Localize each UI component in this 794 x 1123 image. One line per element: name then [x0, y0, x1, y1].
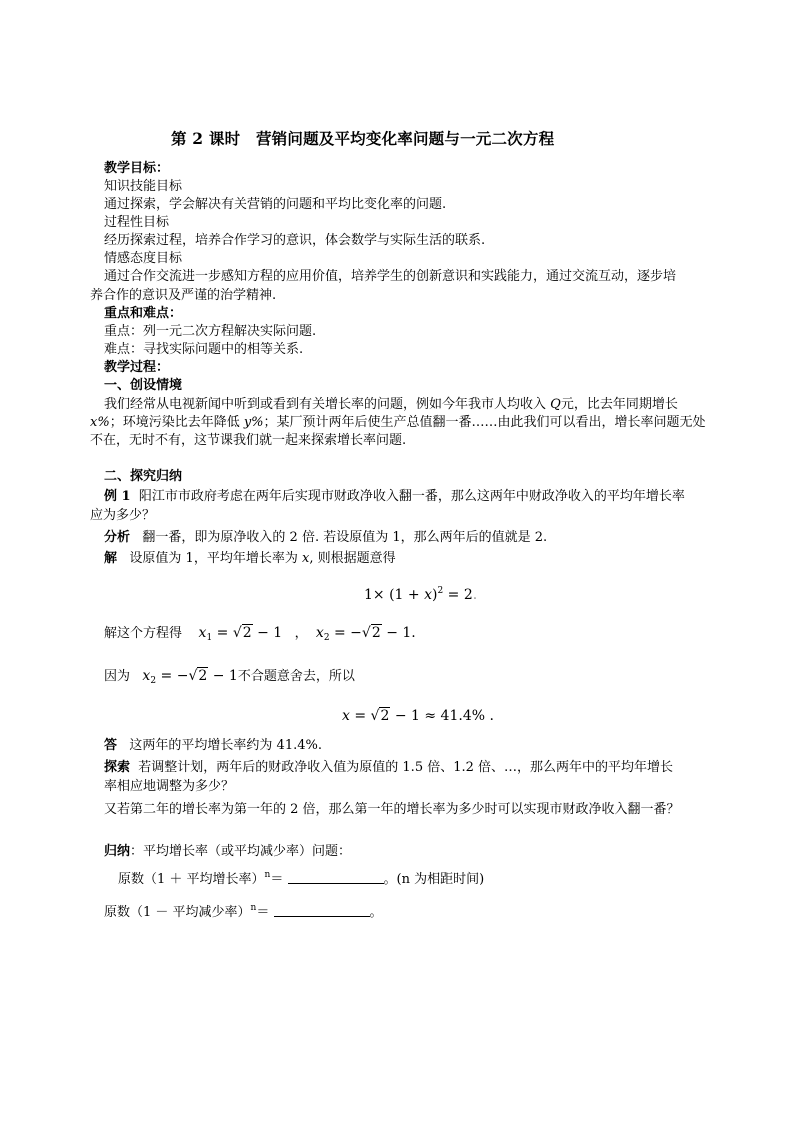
formula-1-base: 原数（1 ＋ 平均增长率） [118, 872, 265, 887]
because-eq: = − [156, 668, 189, 684]
final-tail: − 1 ≈ 41.4% . [390, 708, 494, 724]
key-point: 重点：列一元二次方程解决实际问题. [104, 324, 317, 339]
analysis-line [104, 529, 547, 547]
formula-2-base: 原数（1 － 平均减少率） [104, 905, 251, 920]
var-q: Q [550, 397, 561, 412]
x2-sub: 2 [323, 633, 330, 643]
x1-eq: = [212, 625, 233, 641]
var-y-percent: y% [243, 415, 264, 430]
difficult-point: 难点：寻找实际问题中的相等关系. [104, 342, 304, 357]
var-x-percent: x% [90, 415, 110, 430]
summary-text: 平均增长率（或平均减少率）问题： [143, 844, 352, 859]
var-x: x [301, 551, 310, 566]
formula-1-exponent: n [264, 870, 271, 880]
emotion-goal-text-2: 养合作的意识及严谨的治学精神. [90, 288, 277, 303]
emotion-goal-text-1: 通过合作交流进一步感知方程的应用价值，培养学生的创新意识和实践能力，通过交流互动，逐步培 [104, 269, 677, 284]
x1-radicand: 2 [242, 625, 252, 641]
final-var: x [342, 708, 350, 724]
formula-2-exponent: n [250, 903, 257, 913]
final-eq: = [349, 708, 371, 724]
emotion-goal-title: 情感态度目标 [104, 251, 183, 266]
situation-text-1b: 元，比去年同期增长 [560, 397, 678, 412]
example-text-1: 阳江市市政府考虑在两年后实现市财政净收入翻一番，那么这两年中财政净收入的平均年增长率 [138, 489, 685, 504]
page-title: 第 2 课时 营销问题及平均变化率问题与一元二次方程 [171, 129, 555, 148]
example-line-1 [104, 488, 685, 506]
root-separator: ， [294, 626, 308, 641]
equation-1 [364, 582, 477, 604]
eq1-exponent: 2 [437, 586, 444, 596]
example-line-2: 应为多少？ [90, 508, 156, 523]
final-radicand: 2 [380, 708, 390, 724]
formula-2-eq: ＝ [256, 905, 270, 920]
answer-label: 答 [104, 738, 118, 753]
x2-eq: = − [329, 625, 362, 641]
x2-tail: − 1. [381, 625, 416, 641]
eq1-right: ) [432, 587, 438, 603]
analysis-text: 翻一番，即为原净收入的 2 倍. 若设原值为 1，那么两年后的值就是 2. [142, 530, 548, 545]
explore-line-3: 又若第二年的增长率为第一年的 2 倍，那么第一年的增长率为多少时可以实现市财政净收入翻一番？ [104, 802, 680, 817]
eq1-dot: . [472, 587, 478, 603]
answer-line [104, 737, 322, 755]
because-tail-expr: − 1 [208, 668, 238, 684]
solve-line [104, 624, 416, 647]
root-x2: $x_2 = -√2 - 1$. [315, 625, 416, 643]
formula-1-end: 。(n 为相距时间) [383, 872, 485, 887]
analysis-label: 分析 [104, 530, 131, 545]
summary-label: 归纳 [104, 844, 131, 859]
explore-text-1: 若调整计划，两年后的财政净收入值为原值的 1.5 倍、1.2 倍、…，那么两年中的平均年增长 [138, 760, 674, 775]
process-goal-title: 过程性目标 [104, 215, 170, 230]
because-expr: $x_2 = -√2 - 1$ [142, 668, 238, 686]
situation-line-2 [90, 414, 706, 432]
eq1-left: 1× (1 + [364, 587, 425, 603]
formula-2-end: 。 [369, 905, 383, 920]
situation-line-3: 不在，无时不有，这节课我们就一起来探索增长率问题. [90, 433, 407, 448]
eq1-var: x [424, 587, 432, 603]
example-label: 例 1 [104, 489, 131, 504]
process-heading: 教学过程： [104, 360, 170, 375]
section-2-title: 二、探究归纳 [104, 469, 183, 484]
x1-var: x [198, 625, 207, 641]
solution-line [104, 550, 396, 568]
x1-tail: − 1 [252, 625, 283, 641]
solution-label: 解 [104, 551, 118, 566]
explore-line-2: 率相应地调整为多少？ [104, 779, 235, 794]
situation-line-1 [104, 396, 678, 414]
formula-2-blank [274, 904, 370, 917]
solution-text-a: 设原值为 1，平均年增长率为 [129, 551, 302, 566]
solution-text-b: , 则根据题意得 [309, 551, 396, 566]
situation-text-1a: 我们经常从电视新闻中听到或看到有关增长率的问题，例如今年我市人均收入 [104, 397, 551, 412]
formula-1-eq: ＝ [270, 872, 284, 887]
answer-text: 这两年的平均增长率约为 41.4%. [129, 738, 322, 753]
solve-text: 解这个方程得 [104, 626, 183, 641]
explore-line-1 [104, 759, 673, 777]
because-sub: 2 [150, 676, 157, 686]
x2-var: x [315, 625, 324, 641]
summary-formula-1 [118, 866, 484, 889]
explore-label: 探索 [104, 760, 131, 775]
formula-1-blank [288, 871, 384, 884]
because-var: x [142, 668, 151, 684]
eq1-eq: = 2 [443, 587, 473, 603]
summary-formula-2 [104, 899, 383, 922]
x1-sub: 1 [206, 633, 213, 643]
knowledge-goal-text: 通过探索，学会解决有关营销的问题和平均比变化率的问题. [104, 197, 447, 212]
summary-colon: ： [130, 844, 144, 859]
knowledge-goal-title: 知识技能目标 [104, 179, 183, 194]
because-tail: 不合题意舍去，所以 [237, 669, 355, 684]
because-text: 因为 [104, 669, 131, 684]
root-x1: $x_1 = √2 - 1$ [198, 625, 283, 643]
because-line [104, 667, 355, 690]
key-points-heading: 重点和难点： [104, 306, 183, 321]
summary-line [104, 843, 351, 861]
section-1-title: 一、创设情境 [104, 378, 183, 393]
because-radicand: 2 [198, 668, 208, 684]
situation-text-2a: ；环境污染比去年降低 [109, 415, 244, 430]
process-goal-text: 经历探索过程，培养合作学习的意识，体会数学与实际生活的联系. [104, 233, 486, 248]
final-result: x = √2 − 1 ≈ 41.4% . [342, 708, 494, 724]
situation-text-2b: ；某厂预计两年后使生产总值翻一番……由此我们可以看出，增长率问题无处 [263, 415, 706, 430]
goals-heading: 教学目标： [104, 161, 170, 176]
x2-radicand: 2 [371, 625, 381, 641]
